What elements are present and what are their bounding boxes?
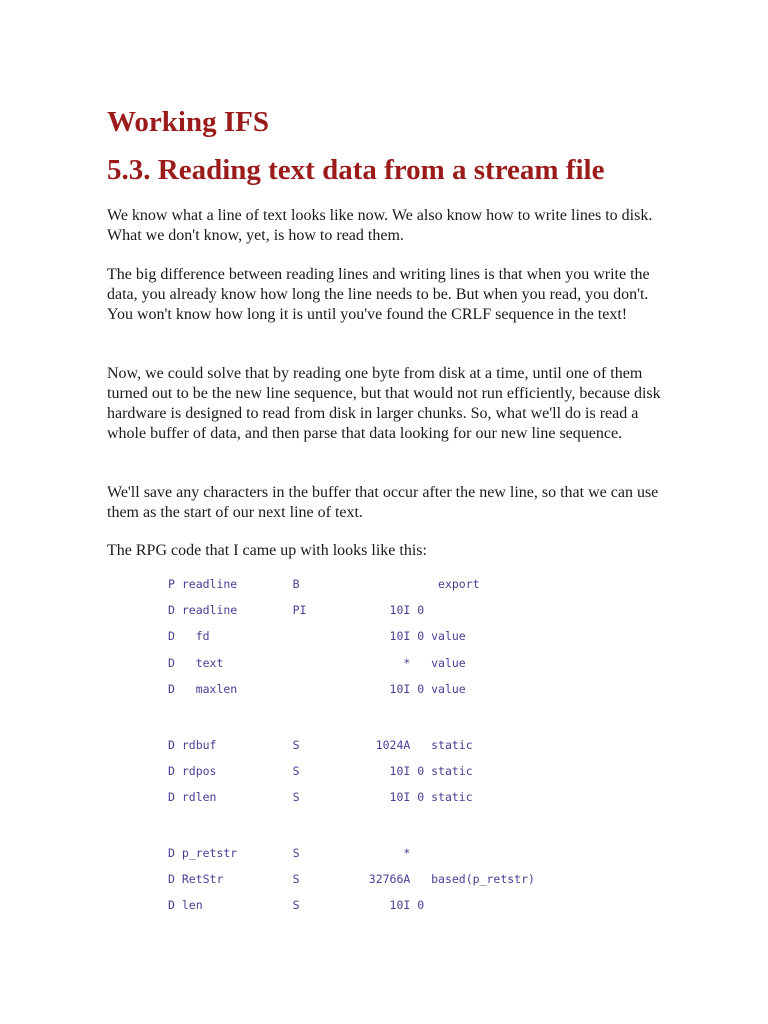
paragraph: Now, we could solve that by reading one byte from disk at a time, until one of them turned out to be the new line sequence, but that would not run efficiently, because disk hardware is designed to read from disk in larger chunks. So, what we'll do is read a whole buffer of data, and then parse that data looking for our new line sequence. [107, 365, 661, 442]
code-line: D rdlen S 10I 0 static [168, 790, 473, 805]
code-line: D p_retstr S * [168, 846, 411, 861]
paragraph: We know what a line of text looks like now. We also know how to write lines to disk. What we don't know, yet, is how to read them. [107, 207, 653, 244]
code-line: D RetStr S 32766A based(p_retstr) [168, 872, 535, 887]
chapter-title: Working IFS [107, 106, 269, 138]
code-line: P readline B export [168, 577, 480, 591]
section-title: 5.3. Reading text data from a stream file [107, 154, 605, 186]
code-listing [168, 577, 688, 925]
code-blank-line [168, 816, 688, 846]
code-line: D fd 10I 0 value [168, 629, 466, 644]
code-blank-line [168, 708, 688, 738]
paragraph: The big difference between reading lines and writing lines is that when you write the data, you already know how long the line needs to be. But when you read, you don't. You won't know how long it is until you've found the CRLF sequence in the text! [107, 266, 650, 323]
code-line: D readline PI 10I 0 [168, 603, 425, 618]
code-line: D rdpos S 10I 0 static [168, 763, 473, 778]
code-line: D maxlen 10I 0 value [168, 681, 466, 696]
code-line: D rdbuf S 1024A static [168, 737, 473, 752]
code-line: D len S 10I 0 [168, 898, 425, 913]
paragraph: The RPG code that I came up with looks like this: [107, 542, 427, 559]
code-line: D text * value [168, 655, 466, 670]
paragraph: We'll save any characters in the buffer that occur after the new line, so that we can use them as the start of our next line of text. [107, 484, 659, 521]
